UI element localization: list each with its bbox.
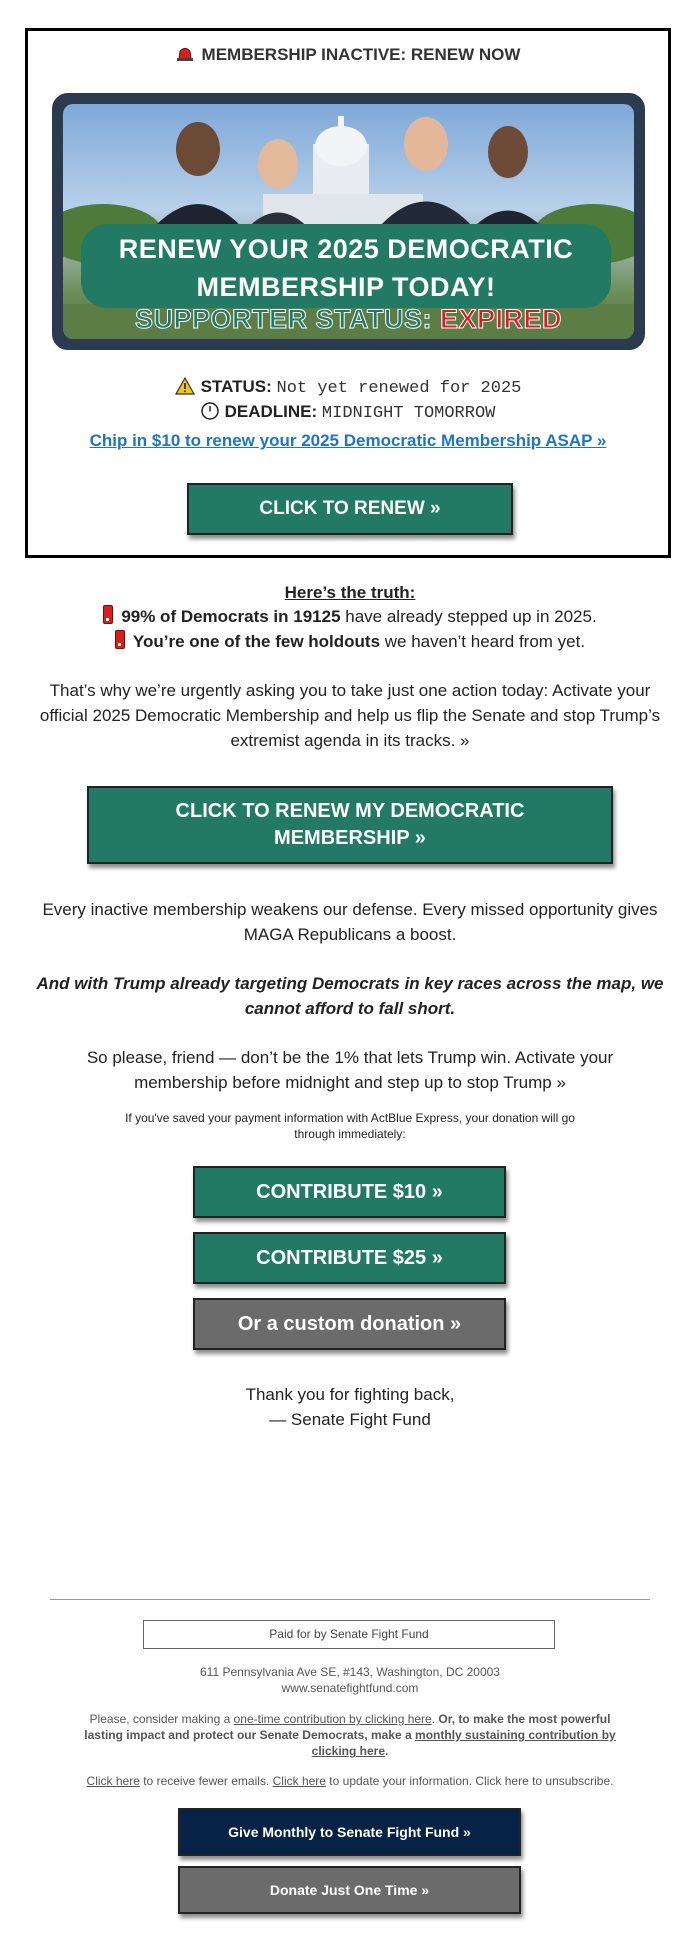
paid-for-disclaimer: Paid for by Senate Fight Fund <box>143 1620 555 1649</box>
footer-website[interactable]: www.senatefightfund.com <box>281 1681 419 1695</box>
membership-alert-box <box>25 28 671 558</box>
one-time-contribution-link[interactable]: one-time contribution by clicking here <box>233 1712 432 1726</box>
deadline-row <box>28 402 668 423</box>
clock-icon <box>201 402 219 420</box>
exclamation-icon <box>115 630 125 649</box>
consider-end: . <box>385 1744 389 1758</box>
consider-bold: Or, to make the most powerful lasting impact and protect our Senate Democrats, make a <box>84 1712 611 1742</box>
status-value: Not yet renewed for 2025 <box>276 379 522 398</box>
click-to-renew-button[interactable]: CLICK TO RENEW » <box>187 483 513 535</box>
consider-pre: Please, consider making a <box>89 1712 234 1726</box>
stat-line-2 <box>20 629 680 654</box>
chip-in-link[interactable]: Chip in $10 to renew your 2025 Democratic Membership ASAP » <box>89 431 607 450</box>
custom-donation-button[interactable]: Or a custom donation » <box>193 1298 506 1350</box>
hero-banner[interactable] <box>52 93 645 350</box>
supporter-status <box>57 304 640 335</box>
stat-line-1 <box>20 604 680 629</box>
actblue-note: If you've saved your payment information with ActBlue Express, your donation will go through immediately: <box>125 1111 575 1141</box>
footer-email-prefs <box>60 1773 640 1789</box>
renew-membership-button[interactable] <box>87 786 613 864</box>
footer-consider <box>70 1711 630 1759</box>
donate-once-button[interactable]: Donate Just One Time » <box>178 1866 521 1914</box>
stat2-rest: we haven’t heard from yet. <box>380 632 586 651</box>
fewer-emails-link[interactable]: Click here <box>86 1774 140 1788</box>
status-label: STATUS: <box>200 377 272 396</box>
hero-headline <box>81 230 611 306</box>
targeting-paragraph: And with Trump already targeting Democrats in key races across the map, we cannot afford to fall short. <box>36 974 664 1018</box>
hero-headline-line1: RENEW YOUR 2025 DEMOCRATIC <box>118 234 574 264</box>
hero-headline-line2: MEMBERSHIP TODAY! <box>196 272 496 302</box>
contribute-25-button[interactable]: CONTRIBUTE $25 » <box>193 1232 506 1284</box>
exclamation-icon <box>103 605 113 624</box>
truth-heading: Here’s the truth: <box>284 583 416 602</box>
ask-paragraph: That’s why we’re urgently asking you to take just one action today: Activate your official 2025 Democratic Membership and help us flip the Senate and stop Trump’s extremist agenda in its tracks. » <box>39 681 661 750</box>
warning-icon <box>175 377 195 395</box>
renew-membership-line2: MEMBERSHIP » <box>274 827 426 849</box>
siren-icon <box>176 47 194 61</box>
supporter-status-value: EXPIRED <box>439 304 563 334</box>
alert-title <box>28 45 668 65</box>
update-info-text: to update your information. Click here to unsubscribe. <box>325 1774 614 1788</box>
deadline-value: MIDNIGHT TOMORROW <box>321 404 496 423</box>
footer-address: 611 Pennsylvania Ave SE, #143, Washington, DC 20003 <box>200 1665 500 1679</box>
update-info-link[interactable]: Click here <box>272 1774 326 1788</box>
deadline-label: DEADLINE: <box>224 402 318 421</box>
monthly-contribution-link[interactable]: monthly sustaining contribution by clicking here <box>311 1728 616 1758</box>
fewer-emails-text: to receive fewer emails. <box>139 1774 273 1788</box>
give-monthly-button[interactable]: Give Monthly to Senate Fight Fund » <box>178 1808 521 1856</box>
stat2-bold: You’re one of the few holdouts <box>132 632 381 651</box>
footer-divider <box>50 1599 650 1600</box>
thanks-line: Thank you for fighting back, <box>245 1385 455 1404</box>
stat1-rest: have already stepped up in 2025. <box>340 607 597 626</box>
stat1-bold: 99% of Democrats in 19125 <box>121 607 341 626</box>
consider-mid: . <box>431 1712 439 1726</box>
status-row <box>28 377 668 398</box>
signature-line: — Senate Fight Fund <box>269 1410 431 1429</box>
alert-title-text: MEMBERSHIP INACTIVE: RENEW NOW <box>201 45 521 64</box>
supporter-status-label: SUPPORTER STATUS: <box>134 304 440 334</box>
renew-membership-line1: CLICK TO RENEW MY DEMOCRATIC <box>175 800 525 822</box>
plea-paragraph: So please, friend — don’t be the 1% that lets Trump win. Activate your membership before midnight and step up to stop Trump » <box>86 1048 614 1092</box>
inactive-paragraph: Every inactive membership weakens our defense. Every missed opportunity gives MAGA Republicans a boost. <box>42 900 658 944</box>
contribute-10-button[interactable]: CONTRIBUTE $10 » <box>193 1166 506 1218</box>
